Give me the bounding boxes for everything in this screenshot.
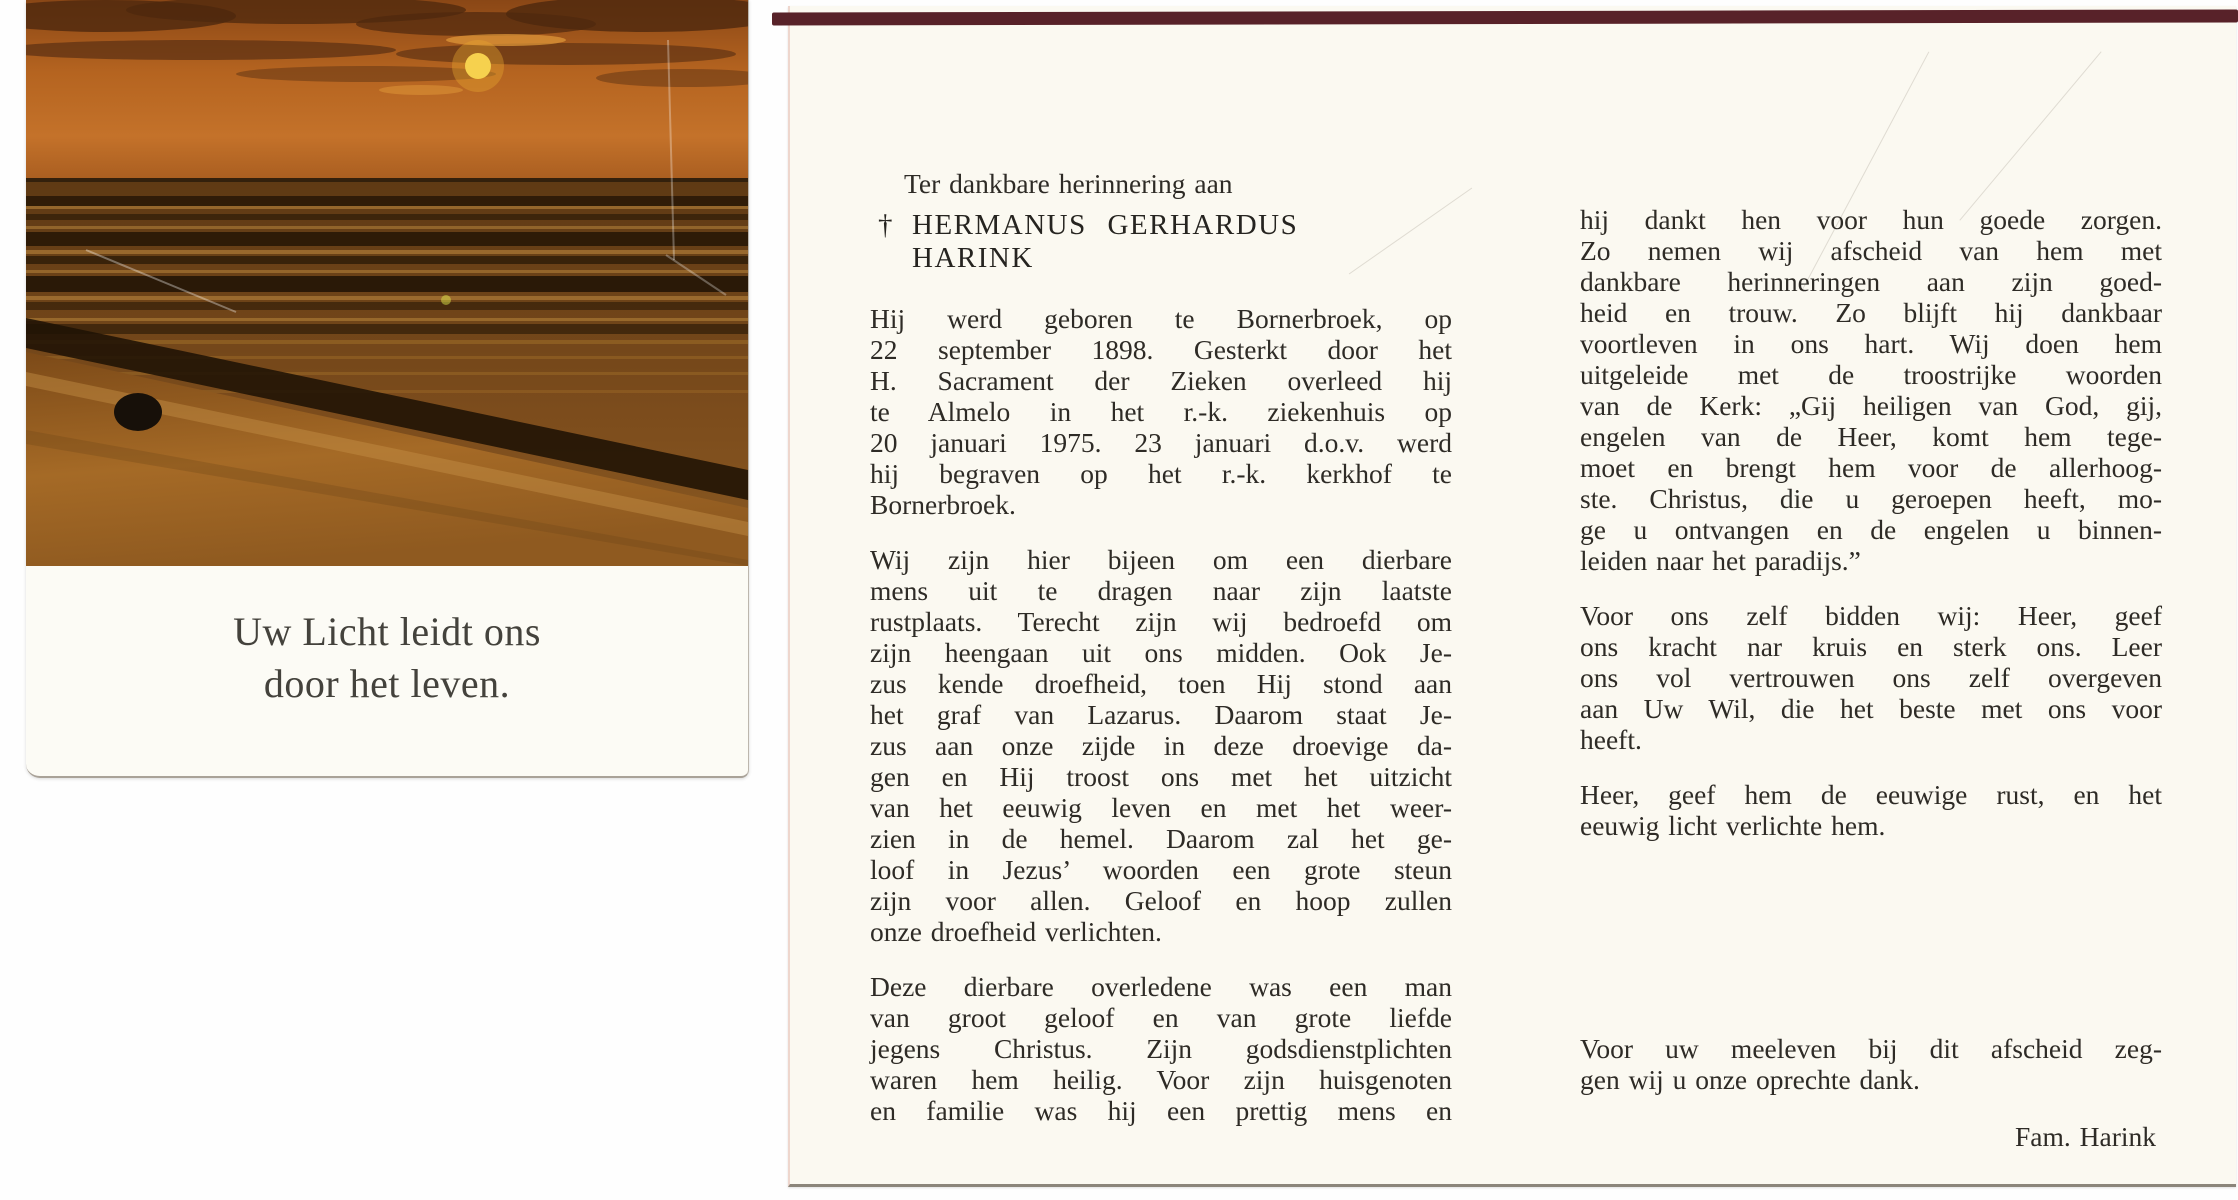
text-line: ge u ontvangen en de engelen u binnen- <box>1580 514 2162 545</box>
text-line: van de Kerk: „Gij heiligen van God, gij, <box>1580 390 2162 421</box>
text-line: uitgeleide met de troostrijke woorden <box>1580 359 2162 390</box>
text-line: Wij zijn hier bijeen om een dierbare <box>870 544 1452 575</box>
text-line: onze droefheid verlichten. <box>870 916 1162 947</box>
caption-line: Uw Licht leidt ons <box>233 609 541 654</box>
text-line: hij begraven op het r.-k. kerkhof te <box>870 458 1452 489</box>
top-edge-band <box>772 9 2238 25</box>
front-caption <box>26 606 748 710</box>
text-column-right <box>1580 176 2162 1152</box>
text-line: gen en Hij troost ons met het uitzicht <box>870 761 1452 792</box>
text-line: aan Uw Wil, die het beste met ons voor <box>1580 693 2162 724</box>
deceased-name-line: HERMANUS GERHARDUS <box>912 209 1299 241</box>
text-line: van groot geloof en van grote liefde <box>870 1002 1452 1033</box>
memorial-card-front <box>26 0 749 778</box>
text-line: Heer, geef hem de eeuwige rust, en het <box>1580 779 2162 810</box>
paragraph <box>1580 779 2162 841</box>
paragraph <box>870 544 1452 947</box>
memorial-paragraphs-left <box>870 303 1452 1126</box>
pebble <box>114 393 162 431</box>
text-column-left <box>870 168 1452 1126</box>
text-line: Hij werd geboren te Bornerbroek, op <box>870 303 1452 334</box>
text-line: H. Sacrament der Zieken overleed hij <box>870 365 1452 396</box>
text-line: zien in de hemel. Daarom zal het ge- <box>870 823 1452 854</box>
text-line: mens uit te dragen naar zijn laatste <box>870 575 1452 606</box>
cross-icon: † <box>878 209 893 241</box>
text-line: dankbare herinneringen aan zijn goed- <box>1580 266 2162 297</box>
text-line: waren hem heilig. Voor zijn huisgenoten <box>870 1064 1452 1095</box>
text-line: Deze dierbare overledene was een man <box>870 971 1452 1002</box>
sunset-sea-photo <box>26 0 748 566</box>
sun-icon <box>465 53 491 79</box>
text-line: hij dankt hen voor hun goede zorgen. <box>1580 204 2162 235</box>
text-line: heeft. <box>1580 724 1642 755</box>
paragraph <box>870 971 1452 1126</box>
memorial-card-inside <box>788 6 2236 1187</box>
text-line: Voor uw meeleven bij dit afscheid zeg- <box>1580 1033 2162 1064</box>
sunset-sea-illustration <box>26 0 748 566</box>
text-line: 22 september 1898. Gesterkt door het <box>870 334 1452 365</box>
text-line: en familie was hij een prettig mens en <box>870 1095 1452 1126</box>
text-line: zijn heengaan uit ons midden. Ook Je- <box>870 637 1452 668</box>
text-line: van het eeuwig leven en met het weer- <box>870 792 1452 823</box>
closing-paragraph <box>1580 1033 2162 1095</box>
text-line: zijn voor allen. Geloof en hoop zullen <box>870 885 1452 916</box>
text-line: Bornerbroek. <box>870 489 1016 520</box>
text-line: ons vol vertrouwen ons zelf overgeven <box>1580 662 2162 693</box>
caption-line: door het leven. <box>263 661 511 706</box>
deceased-name-line: HARINK <box>912 242 1034 274</box>
text-line: loof in Jezus’ woorden een grote steun <box>870 854 1452 885</box>
text-line: voortleven in ons hart. Wij doen hem <box>1580 328 2162 359</box>
text-line: zus aan onze zijde in deze droevige da- <box>870 730 1452 761</box>
intro-line: Ter dankbare herinnering aan <box>904 168 1233 199</box>
paragraph <box>1580 204 2162 576</box>
text-line: het graf van Lazarus. Daarom staat Je- <box>870 699 1452 730</box>
text-line: moet en brengt hem voor de allerhoog- <box>1580 452 2162 483</box>
text-line: heid en trouw. Zo blijft hij dankbaar <box>1580 297 2162 328</box>
memorial-paragraphs-right <box>1580 204 2162 841</box>
text-line: eeuwig licht verlichte hem. <box>1580 810 1886 841</box>
text-line: te Almelo in het r.-k. ziekenhuis op <box>870 396 1452 427</box>
text-line: ons kracht nar kruis en sterk ons. Leer <box>1580 631 2162 662</box>
text-line: jegens Christus. Zijn godsdienstplichten <box>870 1033 1452 1064</box>
text-line: leiden naar het paradijs.” <box>1580 545 1861 576</box>
paragraph <box>1580 1033 2162 1095</box>
deceased-name <box>870 209 1452 275</box>
paragraph <box>1580 600 2162 755</box>
text-line: 20 januari 1975. 23 januari d.o.v. werd <box>870 427 1452 458</box>
family-signature: Fam. Harink <box>2014 1121 2156 1152</box>
text-line: engelen van de Heer, komt hem tege- <box>1580 421 2162 452</box>
text-line: zus kende droefheid, toen Hij stond aan <box>870 668 1452 699</box>
paragraph <box>870 303 1452 520</box>
text-line: rustplaats. Terecht zijn wij bedroefd om <box>870 606 1452 637</box>
text-line: Zo nemen wij afscheid van hem met <box>1580 235 2162 266</box>
text-line: Voor ons zelf bidden wij: Heer, geef <box>1580 600 2162 631</box>
text-line: gen wij u onze oprechte dank. <box>1580 1064 1920 1095</box>
text-line: ste. Christus, die u geroepen heeft, mo- <box>1580 483 2162 514</box>
